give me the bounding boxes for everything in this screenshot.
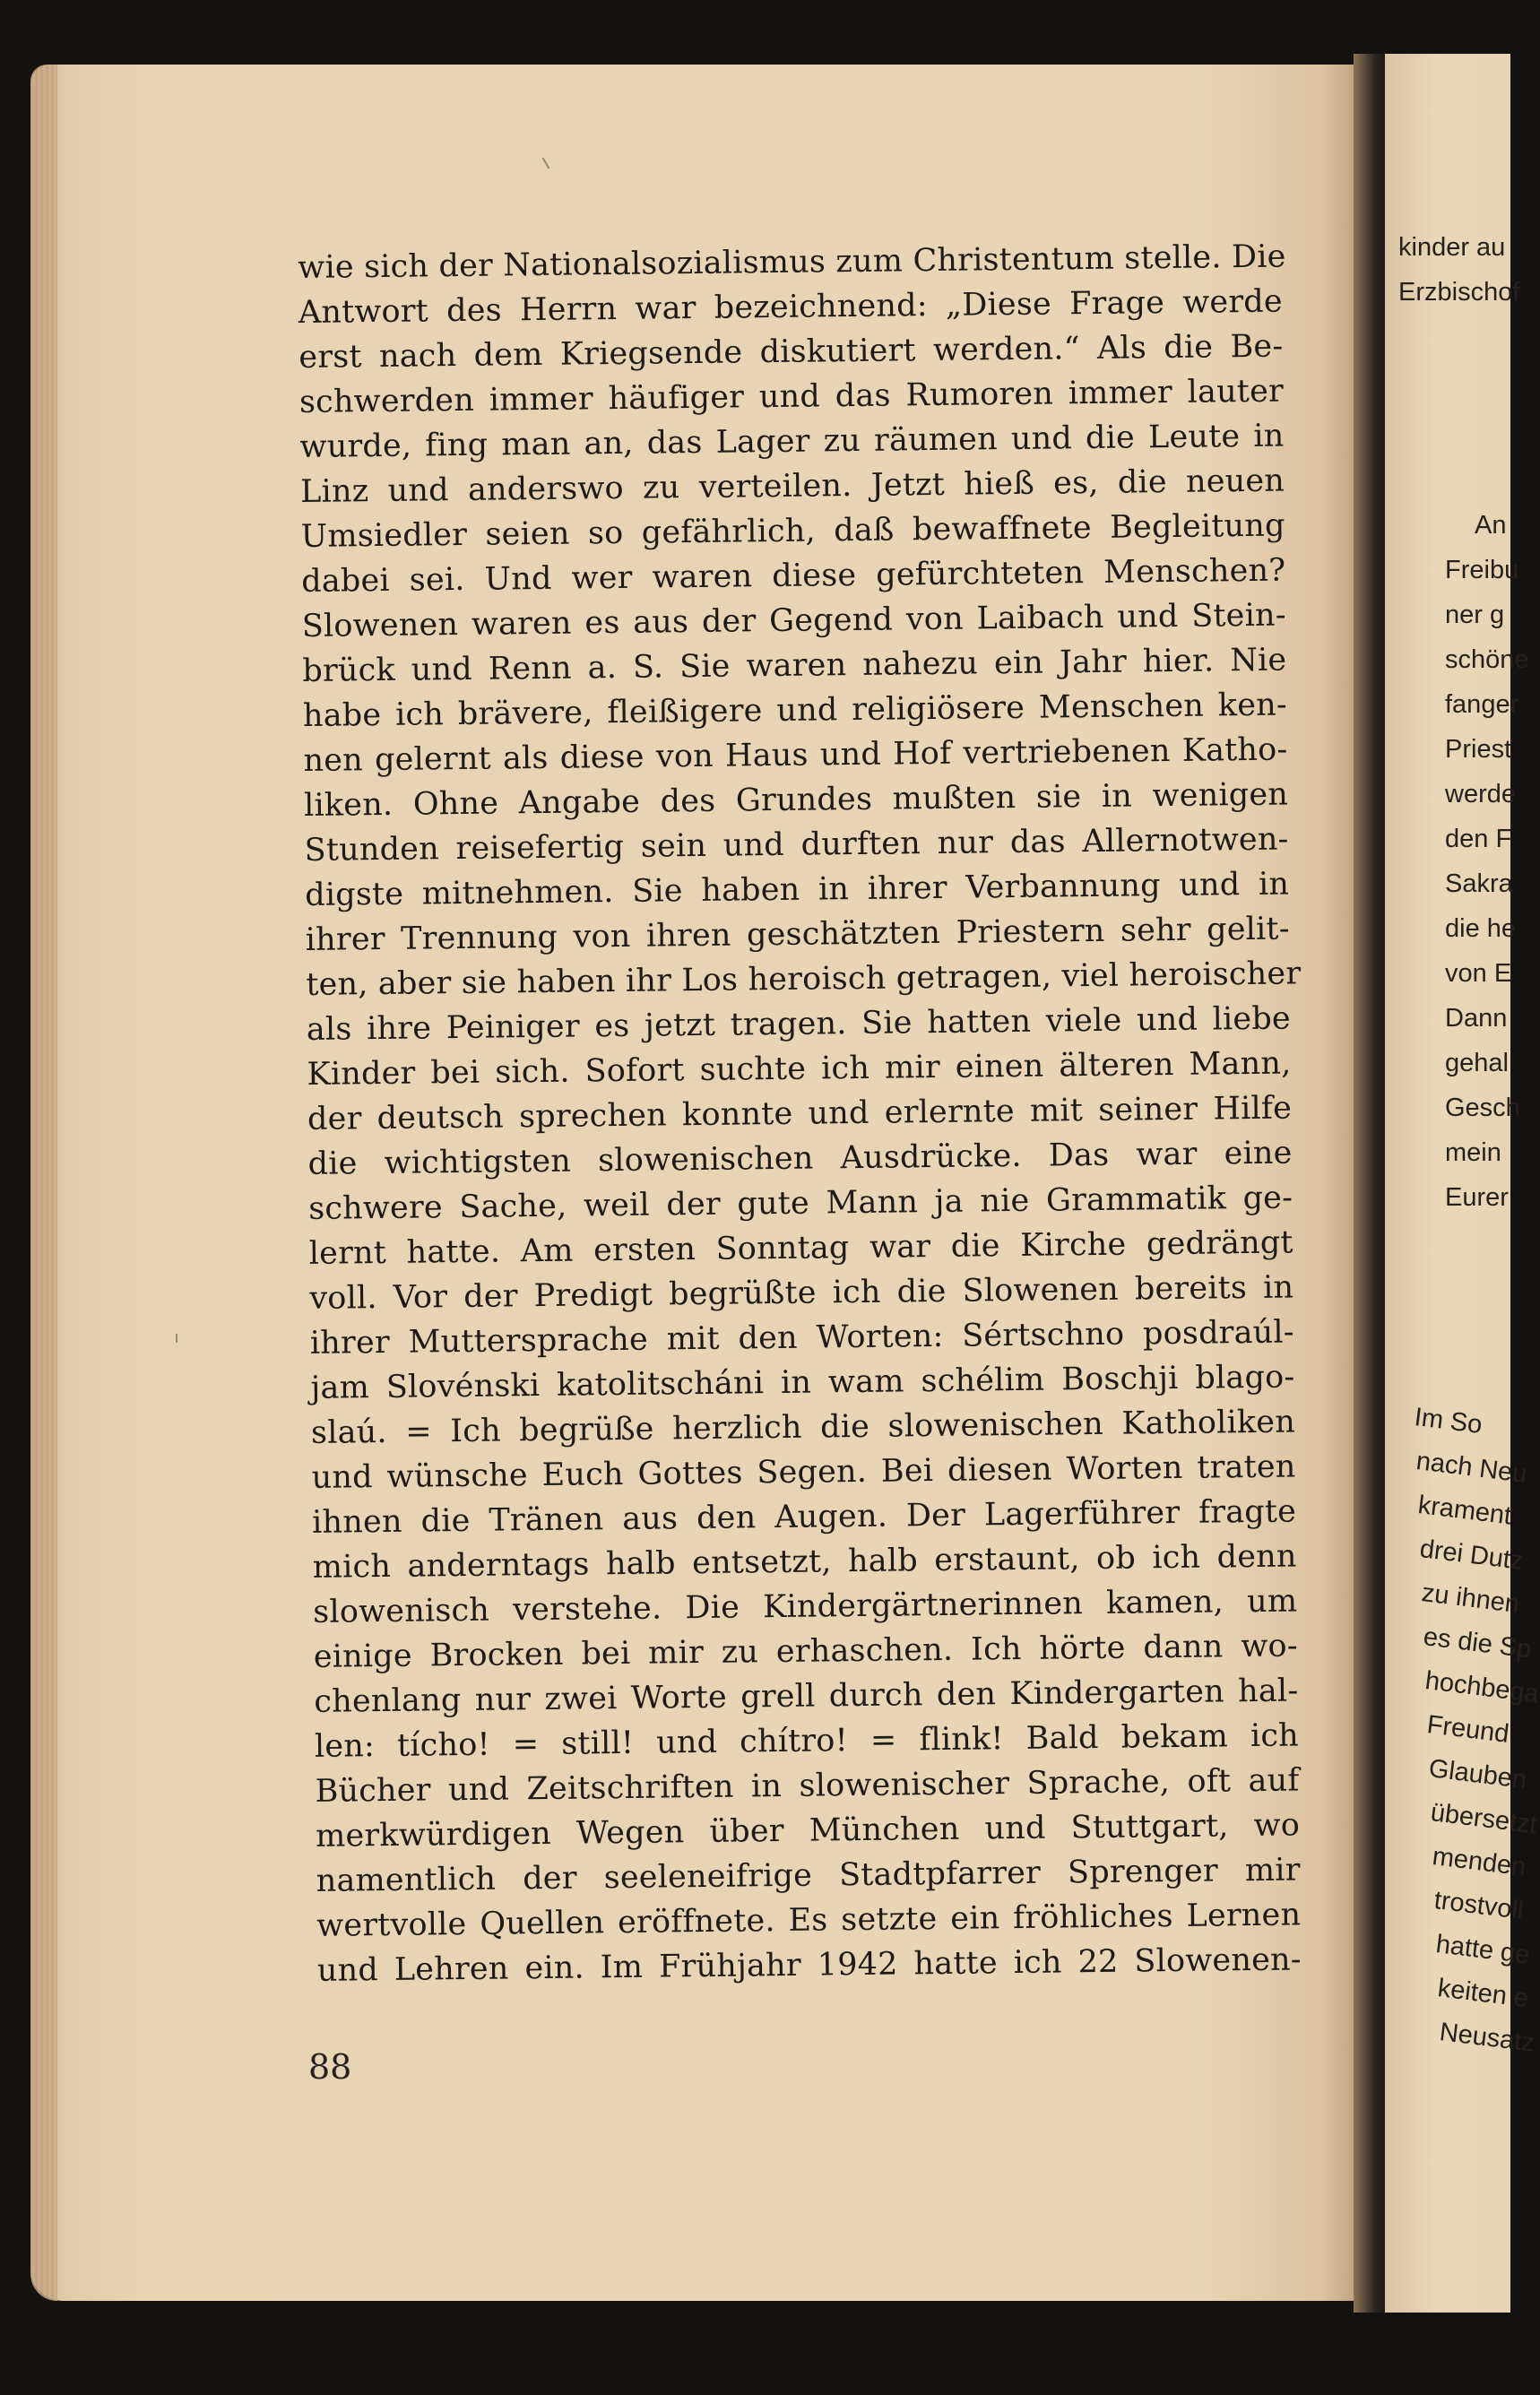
text-line: voll. Vor der Predigt begrüßte ich die Slowenen bereits in bbox=[309, 1269, 1294, 1317]
facing-text-line: ner g bbox=[1445, 601, 1505, 629]
facing-page-text bbox=[1398, 233, 1540, 2058]
facing-text-line: kinder au bbox=[1398, 233, 1506, 262]
facing-text-line: werde bbox=[1445, 780, 1516, 808]
facing-text-line: hatte ge bbox=[1434, 1930, 1532, 1970]
facing-text-line: schöne bbox=[1445, 645, 1529, 674]
body-text bbox=[298, 235, 1302, 1993]
page-edge bbox=[30, 65, 57, 2301]
facing-text-line: menden bbox=[1431, 1842, 1528, 1882]
text-line: schwere Sache, weil der gute Mann ja nie Grammatik ge- bbox=[307, 1180, 1293, 1227]
text-line: len: tícho! = still! und chítro! = flink! Bald bekam ich bbox=[314, 1717, 1300, 1765]
text-line: Slowenen waren es aus der Gegend von Laibach und Stein- bbox=[301, 597, 1286, 644]
facing-text-line: Freund bbox=[1425, 1710, 1511, 1749]
text-line: Umsiedler seien so gefährlich, daß bewaffnete Begleitung bbox=[300, 507, 1285, 555]
facing-text-line: gehal bbox=[1445, 1049, 1509, 1077]
facing-text-line: es die Sp bbox=[1422, 1622, 1534, 1664]
text-line: wurde, fing man an, das Lager zu räumen und die Leute in bbox=[299, 418, 1285, 465]
facing-text-line: Eurer bbox=[1445, 1183, 1509, 1212]
text-line: slaú. = Ich begrüße herzlich die slowenischen Katholiken bbox=[310, 1404, 1296, 1451]
text-line: die wichtigsten slowenischen Ausdrücke. Das war eine bbox=[307, 1135, 1293, 1182]
text-line: merkwürdigen Wegen über München und Stuttgart, wo bbox=[315, 1807, 1301, 1855]
text-line: und Lehren ein. Im Frühjahr 1942 hatte ich 22 Slowenen- bbox=[316, 1941, 1302, 1989]
facing-text-line: nach Neu bbox=[1415, 1447, 1529, 1489]
text-line: chenlang nur zwei Worte grell durch den Kindergarten hal- bbox=[314, 1673, 1299, 1720]
paper-speck bbox=[176, 1334, 177, 1343]
facing-text-line: Freibu bbox=[1445, 556, 1519, 584]
facing-text-line: hochbega bbox=[1423, 1666, 1540, 1709]
text-line: ihnen die Tränen aus den Augen. Der Lagerführer fragte bbox=[311, 1493, 1297, 1541]
text-line: brück und Renn a. S. Sie waren nahezu ein Jahr hier. Nie bbox=[302, 642, 1287, 689]
text-line: schwerden immer häufiger und das Rumoren immer lauter bbox=[298, 373, 1285, 420]
facing-text-line: krament bbox=[1416, 1491, 1513, 1531]
text-line: ten, aber sie haben ihr Los heroisch getragen, viel heroischer bbox=[306, 955, 1302, 1003]
facing-text-line: Im So bbox=[1413, 1403, 1484, 1440]
facing-text-line: keiten e bbox=[1436, 1974, 1530, 2014]
text-line: der deutsch sprechen konnte und erlernte mit seiner Hilfe bbox=[307, 1090, 1293, 1137]
text-line: Bücher und Zeitschriften in slowenischer Sprache, oft auf bbox=[315, 1762, 1300, 1810]
text-line: Kinder bei sich. Sofort suchte ich mir einen älteren Mann, bbox=[307, 1045, 1292, 1093]
facing-text-line: trostvoll bbox=[1432, 1886, 1526, 1925]
facing-text-line: Neusatz bbox=[1438, 2018, 1536, 2058]
text-line: Stunden reisefertig sein und durften nur das Allernotwen- bbox=[304, 821, 1289, 869]
facing-text-line: Dann bbox=[1445, 1004, 1508, 1033]
page-number: 88 bbox=[308, 2047, 352, 2087]
facing-text-line: drei Dutz bbox=[1418, 1535, 1526, 1576]
text-line: jam Slovénski katolitscháni in wam schélim Boschji blago- bbox=[310, 1359, 1295, 1406]
text-line: nen gelernt als diese von Haus und Hof vertriebenen Katho- bbox=[303, 731, 1288, 779]
text-line: ihrer Muttersprache mit den Worten: Sértschno posdraúl- bbox=[309, 1314, 1295, 1362]
text-line: habe ich brävere, fleißigere und religiösere Menschen ken- bbox=[302, 687, 1288, 734]
facing-text-line: mein bbox=[1445, 1138, 1501, 1167]
text-line: mich anderntags halb entsetzt, halb erstaunt, ob ich denn bbox=[312, 1538, 1297, 1586]
text-line: und wünsche Euch Gottes Segen. Bei diesen Worten traten bbox=[311, 1448, 1296, 1496]
text-line: wertvolle Quellen eröffnete. Es setzte ein fröhliches Lernen bbox=[316, 1897, 1302, 1944]
text-line: namentlich der seeleneifrige Stadtpfarrer Sprenger mir bbox=[316, 1852, 1301, 1899]
facing-text-line: fanger bbox=[1445, 690, 1519, 719]
facing-text-line: Erzbischof bbox=[1398, 278, 1520, 307]
text-line: ihrer Trennung von ihren geschätzten Priestern sehr gelit- bbox=[305, 911, 1290, 958]
text-line: erst nach dem Kriegsende diskutiert werden.“ Als die Be- bbox=[298, 328, 1284, 376]
facing-text-line: Gesch bbox=[1445, 1094, 1520, 1122]
facing-text-line: Priest bbox=[1445, 735, 1512, 764]
facing-text-line: die he bbox=[1445, 914, 1517, 943]
text-line: Antwort des Herrn war bezeichnend: „Diese Frage werde bbox=[298, 283, 1284, 331]
book-gutter bbox=[1354, 54, 1389, 2313]
facing-text-line: von E bbox=[1445, 959, 1512, 988]
text-line: Linz und anderswo zu verteilen. Jetzt hieß es, die neuen bbox=[299, 463, 1285, 510]
text-line: wie sich der Nationalsozialismus zum Christentum stelle. Die bbox=[298, 238, 1286, 286]
text-line: digste mitnehmen. Sie haben in ihrer Verbannung und in bbox=[304, 866, 1290, 913]
text-line: dabei sei. Und wer waren diese gefürchteten Menschen? bbox=[301, 552, 1286, 600]
text-line: lernt hatte. Am ersten Sonntag war die Kirche gedrängt bbox=[308, 1224, 1293, 1272]
text-line: slowenisch verstehe. Die Kindergärtnerinnen kamen, um bbox=[313, 1583, 1298, 1630]
facing-text-line: Sakra bbox=[1445, 869, 1513, 898]
facing-text-line: An bbox=[1475, 511, 1507, 540]
facing-text-line: den F bbox=[1445, 825, 1512, 853]
text-line: liken. Ohne Angabe des Grundes mußten sie in wenigen bbox=[303, 776, 1289, 824]
facing-text-line: zu ihnen bbox=[1420, 1578, 1521, 1620]
facing-text-line: übersetzt bbox=[1429, 1798, 1539, 1840]
text-line: als ihre Peiniger es jetzt tragen. Sie hatten viele und liebe bbox=[306, 1000, 1292, 1048]
facing-text-line: Glauben bbox=[1427, 1754, 1528, 1795]
text-line: einige Brocken bei mir zu erhaschen. Ich hörte dann wo- bbox=[313, 1628, 1299, 1675]
